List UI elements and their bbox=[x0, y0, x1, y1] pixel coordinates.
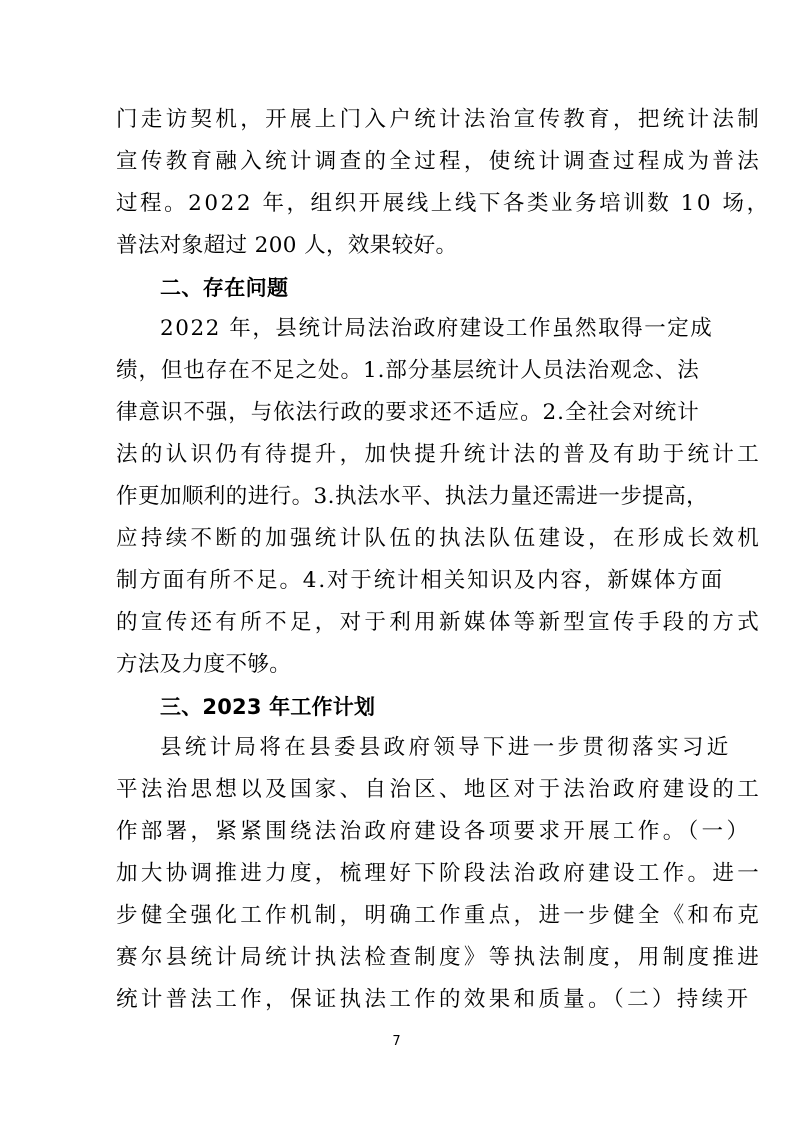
body-line bbox=[0, 896, 793, 936]
body-line bbox=[0, 561, 793, 601]
section-heading-plan bbox=[0, 687, 793, 727]
line-text: 应持续不断的加强统计队伍的执法队伍建设，在形成长效机 bbox=[116, 526, 763, 551]
body-line bbox=[0, 226, 793, 266]
line-text: 作更加顺利的进行。3.执法水平、执法力量还需进一步提高， bbox=[116, 484, 709, 509]
line-text: 方法及力度不够。 bbox=[116, 652, 292, 677]
line-text: 步健全强化工作机制，明确工作重点，进一步健全《和布克 bbox=[116, 903, 763, 928]
line-text: 普法对象超过 200 人，效果较好。 bbox=[116, 233, 458, 258]
line-text: 平法治思想以及国家、自治区、地区对于法治政府建设的工 bbox=[116, 777, 763, 802]
body-line bbox=[0, 728, 793, 768]
line-text: 统计普法工作，保证执法工作的效果和质量。（二）持续开 bbox=[116, 987, 752, 1012]
body-line bbox=[0, 938, 793, 978]
body-line bbox=[0, 351, 793, 391]
line-text: 2022 年，县统计局法治政府建设工作虽然取得一定成 bbox=[160, 316, 714, 341]
page-number: 7 bbox=[392, 1034, 401, 1049]
line-text: 宣传教育融入统计调查的全过程，使统计调查过程成为普法 bbox=[116, 149, 763, 174]
line-text: 过程。2022 年，组织开展线上线下各类业务培训数 10 场， bbox=[116, 191, 771, 216]
line-text: 绩，但也存在不足之处。1.部分基层统计人员法治观念、法 bbox=[116, 358, 700, 383]
body-line bbox=[0, 142, 793, 182]
line-text: 赛尔县统计局统计执法检查制度》等执法制度，用制度推进 bbox=[116, 945, 763, 970]
line-text: 加大协调推进力度，梳理好下阶段法治政府建设工作。进一 bbox=[116, 861, 763, 886]
body-line bbox=[0, 854, 793, 894]
line-text: 的宣传还有所不足，对于利用新媒体等新型宣传手段的方式 bbox=[116, 610, 763, 635]
line-text: 律意识不强，与依法行政的要求还不适应。2.全社会对统计 bbox=[116, 400, 700, 425]
section-heading-issues bbox=[0, 268, 793, 308]
line-text: 作部署，紧紧围绕法治政府建设各项要求开展工作。（一） bbox=[116, 819, 752, 844]
body-line bbox=[0, 812, 793, 852]
line-text: 法的认识仍有待提升，加快提升统计法的普及有助于统计工 bbox=[116, 442, 763, 467]
body-line bbox=[0, 519, 793, 559]
body-line bbox=[0, 645, 793, 685]
heading-text: 二、存在问题 bbox=[160, 276, 289, 300]
body-line bbox=[0, 309, 793, 349]
heading-text: 三、2023 年工作计划 bbox=[160, 695, 376, 719]
body-line bbox=[0, 100, 793, 140]
line-text: 门走访契机，开展上门入户统计法治宣传教育，把统计法制 bbox=[116, 107, 763, 132]
body-line bbox=[0, 393, 793, 433]
line-text: 县统计局将在县委县政府领导下进一步贯彻落实习近 bbox=[160, 735, 732, 760]
body-line bbox=[0, 770, 793, 810]
body-line bbox=[0, 184, 793, 224]
body-line bbox=[0, 980, 793, 1020]
body-line bbox=[0, 603, 793, 643]
line-text: 制方面有所不足。4.对于统计相关知识及内容，新媒体方面 bbox=[116, 568, 724, 593]
body-line bbox=[0, 477, 793, 517]
body-line bbox=[0, 435, 793, 475]
